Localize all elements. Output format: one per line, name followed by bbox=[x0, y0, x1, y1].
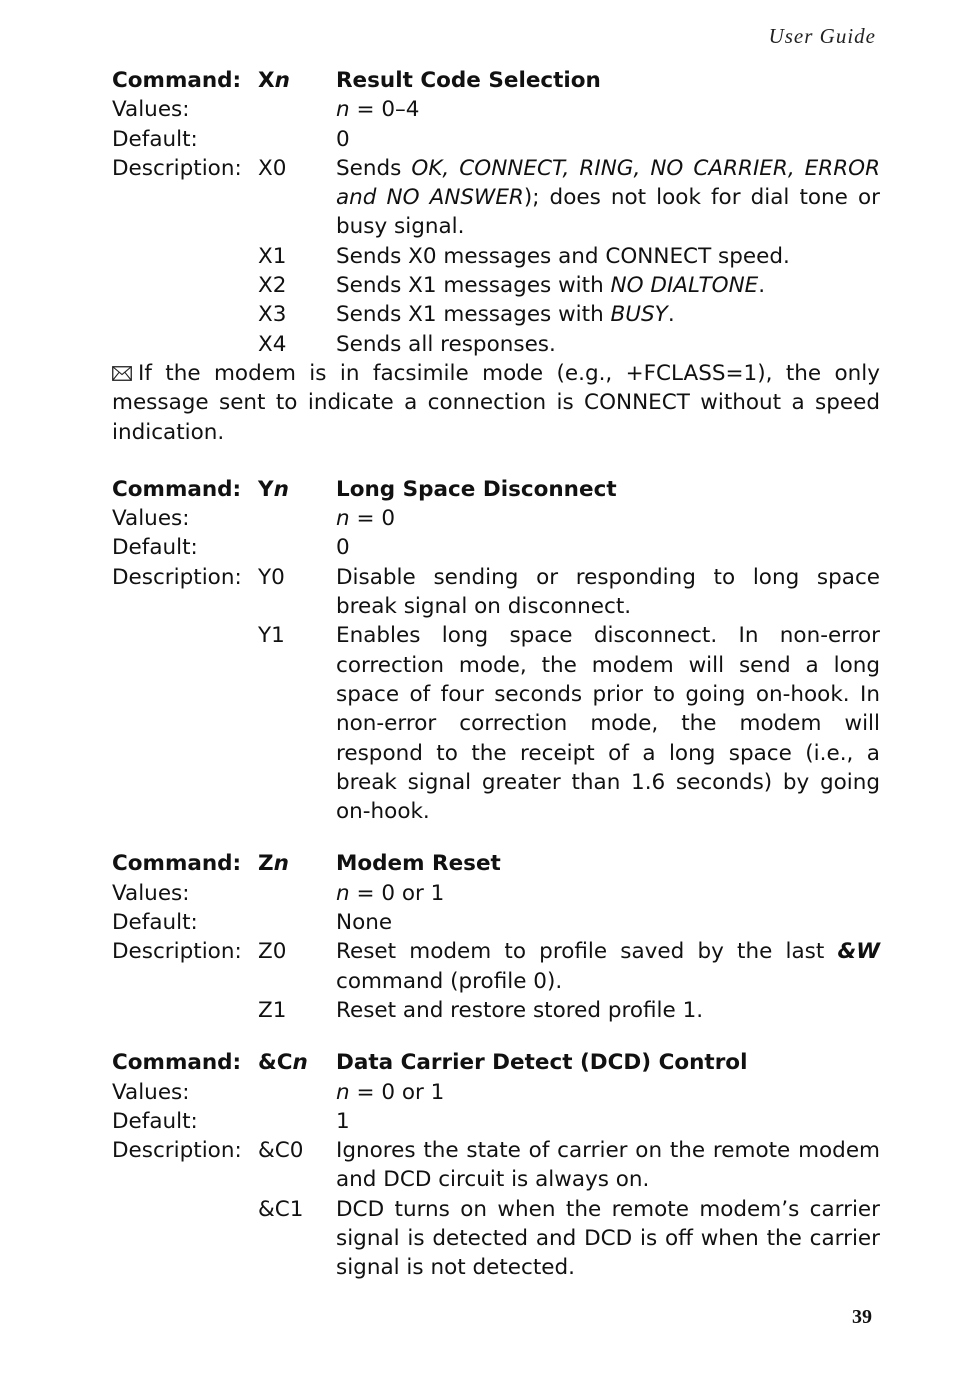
default-row bbox=[112, 533, 880, 562]
option-text: Enables long space disconnect. In non-error correction mode, the modem will send a long space of four seconds prior to going on-hook. In non-error correction mode, the modem will respond to the receipt of a long space (i.e., a break signal greater than 1.6 seconds) by going on-hook. bbox=[336, 623, 880, 825]
description-row bbox=[112, 242, 880, 271]
option-code: Y1 bbox=[258, 623, 285, 649]
description-label: Description: bbox=[112, 939, 242, 965]
values-label: Values: bbox=[112, 1079, 190, 1105]
description-row bbox=[112, 271, 880, 300]
option-code: X4 bbox=[258, 331, 287, 357]
default-value: None bbox=[336, 910, 393, 936]
command-reference bbox=[112, 66, 880, 1306]
command-code: Yn bbox=[258, 476, 289, 502]
option-text: DCD turns on when the remote modem’s carrier signal is detected and DCD is off when the carrier signal is not detected. bbox=[336, 1196, 880, 1281]
command-code: Xn bbox=[258, 68, 290, 93]
values-row bbox=[112, 879, 880, 908]
option-code: &C0 bbox=[258, 1138, 304, 1164]
option-code: &C1 bbox=[258, 1196, 304, 1222]
option-code: Z1 bbox=[258, 997, 287, 1023]
default-row bbox=[112, 908, 880, 937]
values-label: Values: bbox=[112, 880, 190, 906]
option-text: Disable sending or responding to long space break signal on disconnect. bbox=[336, 564, 880, 620]
option-code: X3 bbox=[258, 302, 287, 328]
description-row bbox=[112, 154, 880, 242]
option-text: Reset modem to profile saved by the last &W command (profile 0). bbox=[336, 939, 880, 994]
fax-mode-note bbox=[112, 359, 880, 447]
values-row bbox=[112, 95, 880, 124]
command-label: Command: bbox=[112, 1050, 242, 1076]
option-text: Sends X0 messages and CONNECT speed. bbox=[336, 243, 790, 269]
command-row bbox=[112, 475, 880, 504]
command-title: Long Space Disconnect bbox=[336, 476, 617, 502]
option-code: Z0 bbox=[258, 939, 287, 965]
running-header: User Guide bbox=[768, 24, 876, 48]
command-block-x bbox=[112, 66, 880, 447]
command-block-ampersand-c bbox=[112, 1048, 880, 1282]
option-text: Sends OK, CONNECT, RING, NO CARRIER, ERROR and NO ANSWER); does not look for dial tone or busy signal. bbox=[336, 155, 881, 240]
command-row bbox=[112, 849, 880, 878]
description-row bbox=[112, 330, 880, 359]
option-text: Sends all responses. bbox=[336, 331, 556, 357]
option-code: X1 bbox=[258, 243, 287, 269]
default-label: Default: bbox=[112, 910, 198, 936]
option-text: Ignores the state of carrier on the remote modem and DCD circuit is always on. bbox=[336, 1138, 880, 1193]
description-row bbox=[112, 1195, 880, 1283]
default-label: Default: bbox=[112, 535, 198, 561]
command-row bbox=[112, 1048, 880, 1077]
command-title: Data Carrier Detect (DCD) Control bbox=[336, 1050, 748, 1076]
option-code: X0 bbox=[258, 155, 287, 181]
command-code: Zn bbox=[258, 851, 289, 877]
values-text: n = 0 or 1 bbox=[336, 880, 445, 906]
option-text: Sends X1 messages with NO DIALTONE. bbox=[336, 273, 766, 299]
envelope-icon bbox=[112, 366, 132, 381]
command-label: Command: bbox=[112, 851, 242, 877]
default-row bbox=[112, 1107, 880, 1136]
command-block-y bbox=[112, 475, 880, 827]
option-text: Reset and restore stored profile 1. bbox=[336, 997, 704, 1023]
values-label: Values: bbox=[112, 506, 190, 532]
default-label: Default: bbox=[112, 1108, 198, 1134]
default-value: 0 bbox=[336, 535, 350, 561]
default-label: Default: bbox=[112, 126, 198, 152]
command-label: Command: bbox=[112, 68, 242, 93]
description-row bbox=[112, 996, 880, 1025]
description-row bbox=[112, 300, 880, 329]
description-label: Description: bbox=[112, 155, 242, 181]
command-block-z bbox=[112, 849, 880, 1025]
values-text: n = 0 or 1 bbox=[336, 1079, 445, 1105]
option-text: Sends X1 messages with BUSY. bbox=[336, 302, 675, 328]
values-label: Values: bbox=[112, 97, 190, 123]
default-value: 1 bbox=[336, 1108, 350, 1134]
command-row bbox=[112, 66, 880, 95]
default-row bbox=[112, 125, 880, 154]
command-label: Command: bbox=[112, 476, 242, 502]
values-text: n = 0 bbox=[336, 506, 396, 532]
command-title: Result Code Selection bbox=[336, 68, 601, 93]
values-text: n = 0–4 bbox=[336, 97, 420, 123]
description-label: Description: bbox=[112, 1138, 242, 1164]
description-label: Description: bbox=[112, 564, 242, 590]
description-row bbox=[112, 1136, 880, 1195]
values-row bbox=[112, 1078, 880, 1107]
command-title: Modem Reset bbox=[336, 851, 501, 877]
command-code: &Cn bbox=[258, 1050, 308, 1076]
description-row bbox=[112, 621, 880, 826]
note-text: If the modem is in facsimile mode (e.g., +FCLASS=1), the only message sent to indicate a connection is CONNECT without a speed indication. bbox=[112, 360, 880, 445]
description-row bbox=[112, 563, 880, 622]
values-row bbox=[112, 504, 880, 533]
description-row bbox=[112, 937, 880, 996]
page-number: 39 bbox=[852, 1306, 872, 1328]
default-value: 0 bbox=[336, 126, 350, 152]
option-code: X2 bbox=[258, 273, 287, 299]
option-code: Y0 bbox=[258, 564, 285, 590]
